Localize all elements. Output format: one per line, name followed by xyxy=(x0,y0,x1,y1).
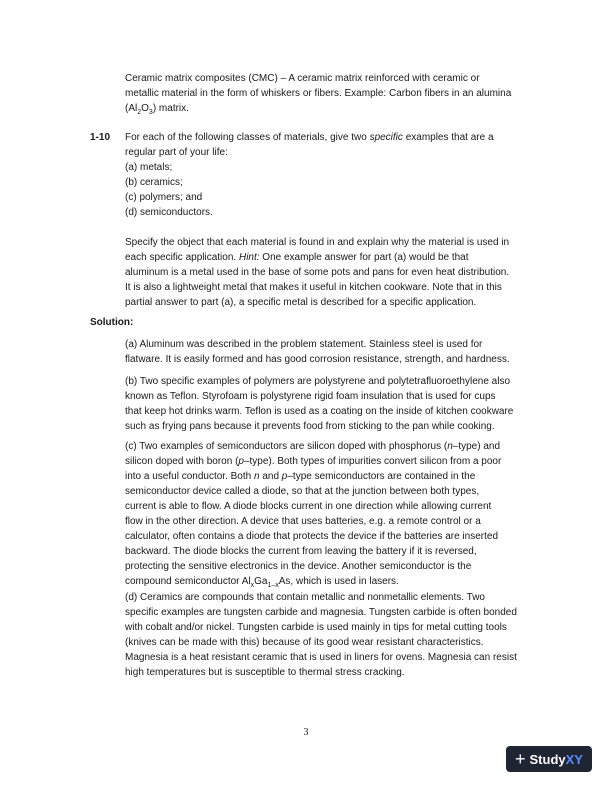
brand-name-accent: XY xyxy=(565,751,583,767)
brand-name: Study xyxy=(529,751,566,767)
solution-part-a: (a) Aluminum was described in the problem statement. Stainless steel is used for flatware. It is easily formed and has good corrosion resistance, strength, and hardness. xyxy=(125,339,510,365)
list-item: (a) metals; xyxy=(125,162,173,173)
material-class-list xyxy=(125,160,525,220)
cmc-definition: Ceramic matrix composites (CMC) – A ceramic matrix reinforced with ceramic or metallic material in the form of whiskers or fibers. Example: Carbon fibers in an alumina $(Al_2O_3)$ matrix. xyxy=(125,73,512,116)
solution-part-c: (c) Two examples of semiconductors are silicon doped with phosphorus (n–type) and silicon doped with boron (p–type). Both types of impurities convert silicon from a poor into a useful conductor. Both n and p–type semiconductors are contained in the semiconductor device called a diode, so that at the junction between both types, current is able to flow. A diode blocks current in one direction while allowing current flow in the other direction. A device that uses batteries, e.g. a remote control or a calculator, often contains a diode that protects the device if the batteries are inserted backward. The diode blocks the current from leaving the battery if it is reversed, protecting the sensitive electronics in the device. Another semiconductor is the compound semiconductor $Al_xGa_{1-x}As$, which is used in lasers. xyxy=(125,441,502,589)
page-number: 3 xyxy=(303,727,309,738)
list-item: (d) semiconductors. xyxy=(125,207,213,218)
solution-part-d: (d) Ceramics are compounds that contain metallic and nonmetallic elements. Two specific examples are tungsten carbide and magnesia. Tungsten carbide is often bonded with cobalt and/or nickel. Tungsten carbide is used mainly in tips for metal cutting tools (knives can be made with this) because of its good wear resistant characteristics. Magnesia is a heat resistant ceramic that is used in liners for ovens. Magnesia can resist high temperatures but is susceptible to thermal stress cracking. xyxy=(125,592,517,678)
solution-part-b: (b) Two specific examples of polymers are polystyrene and polytetrafluoroethylene also known as Teflon. Styrofoam is polystyrene rigid foam insulation that is used for cups that keep hot drinks warm. Teflon is used as a coating on the inside of kitchen cookware such as frying pans because it prevents food from sticking to the pan while cooking. xyxy=(125,376,514,432)
cmc-line: Ceramic matrix composites (CMC) – A ceramic matrix reinforced with ceramic or xyxy=(125,73,480,84)
solution-heading: Solution: xyxy=(90,317,134,328)
problem-instructions: Specify the object that each material is found in and explain why the material is used in each specific application. Hint: One example answer for part (a) would be that aluminum is a metal used in the base of some pots and pans for even heat distribution. It is also a lightweight metal that makes it useful in kitchen cookware. Note that in this partial answer to part (a), a specific metal is described for a specific application. xyxy=(125,237,510,308)
problem-statement: For each of the following classes of materials, give two specific examples that are a regular part of your life: (a) metals; (b) ceramics; (c) polymers; and (d) semiconductors. xyxy=(125,130,525,220)
list-item: (b) ceramics; xyxy=(125,177,183,188)
problem-number: 1-10 xyxy=(90,132,111,143)
cmc-line: metallic material in the form of whiskers or fibers. Example: Carbon fibers in an alumina xyxy=(125,88,512,99)
studyxy-badge[interactable] xyxy=(506,746,592,772)
list-item: (c) polymers; and xyxy=(125,192,203,203)
plus-icon: + xyxy=(515,749,526,769)
